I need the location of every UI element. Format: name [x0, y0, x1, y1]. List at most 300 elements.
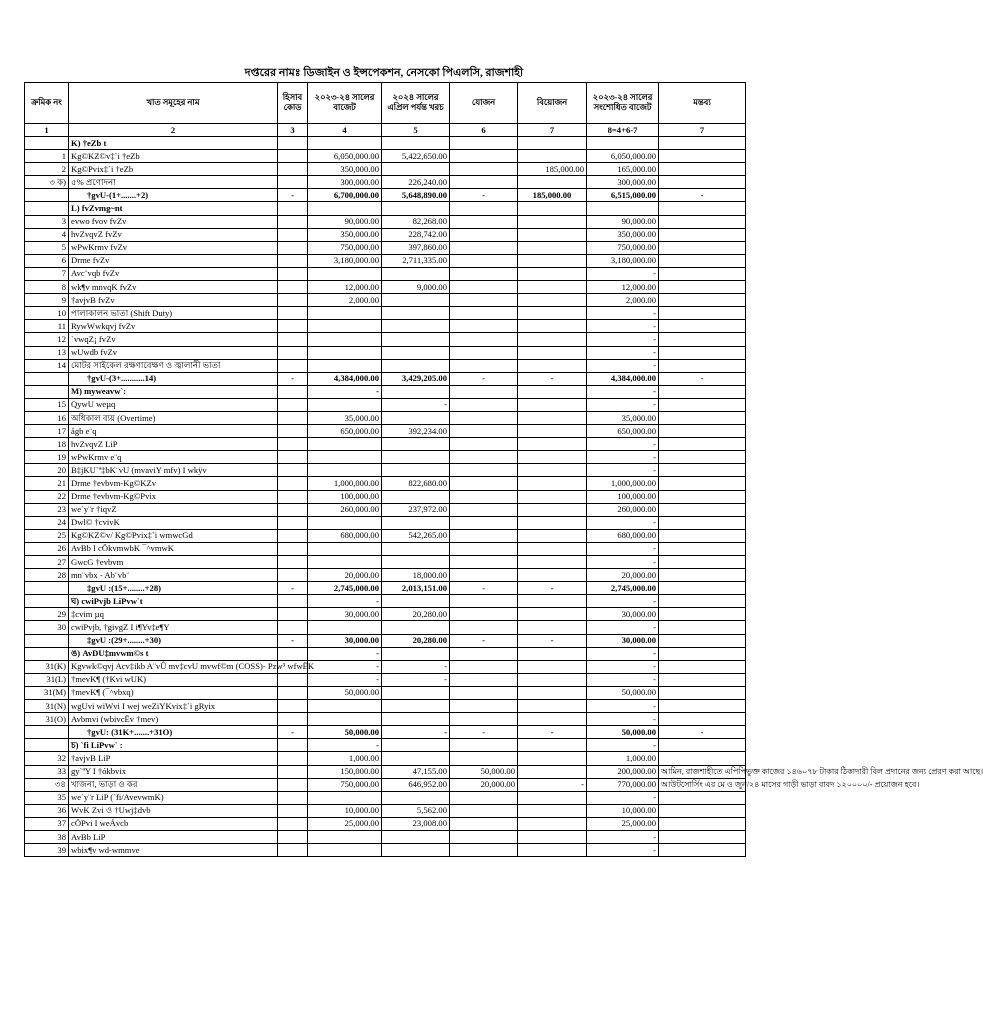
colnum-9: 7	[659, 124, 746, 137]
cell-code	[278, 542, 308, 555]
cell-remark	[659, 804, 746, 817]
cell-remark: -	[659, 372, 746, 385]
table-row	[25, 150, 746, 163]
cell-sl: 8	[25, 281, 69, 294]
cell-sl: 16	[25, 411, 69, 424]
cell-revised: 6,515,000.00	[587, 189, 659, 202]
cell-revised: 3,180,000.00	[587, 254, 659, 267]
cell-revised: -	[587, 438, 659, 451]
cell-code: -	[278, 582, 308, 595]
cell-subtraction	[518, 228, 587, 241]
cell-revised: 1,000.00	[587, 752, 659, 765]
cell-addition	[450, 333, 518, 346]
cell-remark: আমিন, রাজশাহীতে এপিপিভুক্ত কাজের ১৪৬০৭৮ টাকার ঠিকাদারী বিল প্রদানের জন্য প্রেরণ করা আছে।	[659, 765, 746, 778]
table-row	[25, 608, 746, 621]
cell-revised: -	[587, 844, 659, 857]
cell-code	[278, 150, 308, 163]
cell-revised: 6,050,000.00	[587, 150, 659, 163]
cell-revised: -	[587, 307, 659, 320]
cell-budget	[308, 791, 382, 804]
cell-expense	[382, 844, 450, 857]
cell-sl	[25, 372, 69, 385]
cell-sl: 35	[25, 791, 69, 804]
cell-budget: 1,000,000.00	[308, 477, 382, 490]
cell-expense: -	[382, 726, 450, 739]
cell-remark	[659, 647, 746, 660]
cell-addition	[450, 307, 518, 320]
cell-addition	[450, 163, 518, 176]
cell-sl: 27	[25, 556, 69, 569]
cell-remark	[659, 686, 746, 699]
cell-code	[278, 294, 308, 307]
cell-revised: -	[587, 830, 659, 843]
cell-addition	[450, 137, 518, 150]
cell-revised	[587, 202, 659, 215]
cell-head-name: Drme fvZv	[69, 254, 278, 267]
subtotal-row	[25, 726, 746, 739]
cell-revised: 650,000.00	[587, 425, 659, 438]
cell-subtraction	[518, 464, 587, 477]
cell-remark	[659, 346, 746, 359]
cell-budget: 260,000.00	[308, 503, 382, 516]
cell-budget: 350,000.00	[308, 228, 382, 241]
cell-sl	[25, 582, 69, 595]
cell-revised: -	[587, 267, 659, 280]
cell-subtraction	[518, 490, 587, 503]
cell-subtraction	[518, 359, 587, 372]
cell-addition	[450, 451, 518, 464]
cell-remark	[659, 700, 746, 713]
cell-sl: 12	[25, 333, 69, 346]
cell-budget	[308, 398, 382, 411]
section-row	[25, 385, 746, 398]
cell-remark	[659, 673, 746, 686]
cell-expense: -	[382, 398, 450, 411]
header-remark: মন্তব্য	[659, 83, 746, 124]
cell-sl: 13	[25, 346, 69, 359]
cell-remark: আউটসোর্সিং এর মে ও জুন/২৪ মাসের গাড়ী ভাড়া বাবদ ১২০০০০/- প্রয়োজন হবে।	[659, 778, 746, 791]
cell-remark	[659, 529, 746, 542]
table-row	[25, 267, 746, 280]
table-row	[25, 320, 746, 333]
cell-subtraction	[518, 215, 587, 228]
cell-code	[278, 228, 308, 241]
cell-budget: 1,000.00	[308, 752, 382, 765]
cell-remark	[659, 333, 746, 346]
cell-remark	[659, 241, 746, 254]
cell-budget	[308, 621, 382, 634]
cell-head-name: mn¨vbx - Ab¨vb¨	[69, 569, 278, 582]
cell-revised: 770,000.00	[587, 778, 659, 791]
cell-addition	[450, 516, 518, 529]
cell-code	[278, 673, 308, 686]
cell-budget: 150,000.00	[308, 765, 382, 778]
cell-budget	[308, 346, 382, 359]
cell-code	[278, 503, 308, 516]
cell-budget: 90,000.00	[308, 215, 382, 228]
cell-subtraction	[518, 660, 587, 673]
cell-revised: -	[587, 398, 659, 411]
cell-remark	[659, 464, 746, 477]
cell-subtraction	[518, 569, 587, 582]
cell-budget: 2,000.00	[308, 294, 382, 307]
cell-code	[278, 267, 308, 280]
cell-subtraction	[518, 621, 587, 634]
cell-head-name: Avbmvi (wbivcËv †mev)	[69, 713, 278, 726]
cell-subtraction	[518, 398, 587, 411]
cell-subtraction	[518, 254, 587, 267]
cell-head-name: cwiPvjb, †givgZ I i¶Yv‡e¶Y	[69, 621, 278, 634]
cell-addition	[450, 830, 518, 843]
cell-expense: 18,000.00	[382, 569, 450, 582]
cell-code	[278, 713, 308, 726]
cell-expense	[382, 333, 450, 346]
colnum-6: 6	[450, 124, 518, 137]
cell-remark	[659, 752, 746, 765]
table-row	[25, 529, 746, 542]
cell-expense	[382, 137, 450, 150]
cell-expense: 23,008.00	[382, 817, 450, 830]
table-row	[25, 398, 746, 411]
cell-budget: 10,000.00	[308, 804, 382, 817]
cell-expense	[382, 346, 450, 359]
cell-addition: 20,000.00	[450, 778, 518, 791]
cell-addition	[450, 752, 518, 765]
cell-remark	[659, 294, 746, 307]
cell-head-name: ৫% প্রণোদনা	[69, 176, 278, 189]
cell-code	[278, 320, 308, 333]
cell-budget	[308, 516, 382, 529]
cell-budget: 3,180,000.00	[308, 254, 382, 267]
table-row	[25, 556, 746, 569]
cell-expense: 646,952.00	[382, 778, 450, 791]
cell-sl: 26	[25, 542, 69, 555]
cell-addition	[450, 529, 518, 542]
cell-budget: -	[308, 660, 382, 673]
cell-sl: 11	[25, 320, 69, 333]
cell-head-name: K) †eZb t	[69, 137, 278, 150]
subtotal-row	[25, 634, 746, 647]
table-row	[25, 569, 746, 582]
cell-revised: -	[587, 700, 659, 713]
cell-head-name: চ) `fi LiPvw` :	[69, 739, 278, 752]
cell-addition	[450, 673, 518, 686]
cell-head-name: hvZvqvZ fvZv	[69, 228, 278, 241]
cell-remark	[659, 516, 746, 529]
cell-subtraction	[518, 150, 587, 163]
cell-revised: 680,000.00	[587, 529, 659, 542]
cell-expense: 3,429,205.00	[382, 372, 450, 385]
cell-code	[278, 569, 308, 582]
cell-addition	[450, 503, 518, 516]
cell-head-name: Kg©KZ©v‡`i †eZb	[69, 150, 278, 163]
cell-sl: 7	[25, 267, 69, 280]
cell-expense: 392,234.00	[382, 425, 450, 438]
cell-code	[278, 385, 308, 398]
cell-subtraction	[518, 673, 587, 686]
cell-addition	[450, 254, 518, 267]
header-addition: যোজন	[450, 83, 518, 124]
cell-expense	[382, 516, 450, 529]
cell-subtraction	[518, 320, 587, 333]
cell-revised: 260,000.00	[587, 503, 659, 516]
cell-subtraction	[518, 503, 587, 516]
cell-budget	[308, 464, 382, 477]
cell-sl	[25, 726, 69, 739]
cell-addition	[450, 267, 518, 280]
cell-sl	[25, 137, 69, 150]
cell-code	[278, 804, 308, 817]
cell-subtraction	[518, 294, 587, 307]
cell-code	[278, 176, 308, 189]
table-row	[25, 333, 746, 346]
cell-code	[278, 137, 308, 150]
cell-expense	[382, 163, 450, 176]
cell-head-name: Drme †evbvm-Kg©Pvix	[69, 490, 278, 503]
cell-expense	[382, 385, 450, 398]
cell-code	[278, 281, 308, 294]
cell-addition	[450, 228, 518, 241]
cell-budget: -	[308, 385, 382, 398]
cell-addition	[450, 398, 518, 411]
cell-sl: 17	[25, 425, 69, 438]
cell-budget: 2,745,000.00	[308, 582, 382, 595]
cell-code: -	[278, 372, 308, 385]
cell-budget: 300,000.00	[308, 176, 382, 189]
cell-addition	[450, 686, 518, 699]
cell-revised: 30,000.00	[587, 634, 659, 647]
cell-head-name: wgUvi wiWvi I wej weZiYKvix‡`i gRyix	[69, 700, 278, 713]
cell-code	[278, 438, 308, 451]
cell-head-name: wUwdb fvZv	[69, 346, 278, 359]
column-number-row	[25, 124, 746, 137]
cell-head-name: অধিকাল ব্যয় (Overtime)	[69, 411, 278, 424]
cell-code	[278, 477, 308, 490]
cell-subtraction	[518, 529, 587, 542]
header-code: হিসাব কোড	[278, 83, 308, 124]
cell-addition	[450, 477, 518, 490]
cell-budget: -	[308, 673, 382, 686]
cell-sl	[25, 595, 69, 608]
cell-subtraction	[518, 700, 587, 713]
cell-budget: 20,000.00	[308, 569, 382, 582]
cell-addition: -	[450, 372, 518, 385]
cell-expense: 47,155.00	[382, 765, 450, 778]
table-row	[25, 817, 746, 830]
cell-subtraction	[518, 595, 587, 608]
table-row	[25, 713, 746, 726]
cell-head-name: Drme †evbvm-Kg©KZv	[69, 477, 278, 490]
section-row	[25, 739, 746, 752]
table-row	[25, 281, 746, 294]
cell-subtraction: -	[518, 726, 587, 739]
cell-addition	[450, 542, 518, 555]
cell-budget: 650,000.00	[308, 425, 382, 438]
cell-expense	[382, 621, 450, 634]
cell-subtraction	[518, 411, 587, 424]
cell-sl: 31(O)	[25, 713, 69, 726]
cell-addition	[450, 569, 518, 582]
cell-revised: 30,000.00	[587, 608, 659, 621]
cell-revised: -	[587, 621, 659, 634]
cell-subtraction	[518, 713, 587, 726]
cell-revised: 300,000.00	[587, 176, 659, 189]
table-row	[25, 425, 746, 438]
cell-sl: 33	[25, 765, 69, 778]
cell-code	[278, 817, 308, 830]
cell-expense	[382, 451, 450, 464]
cell-revised: 50,000.00	[587, 686, 659, 699]
cell-sl: 29	[25, 608, 69, 621]
subtotal-row	[25, 189, 746, 202]
cell-subtraction	[518, 556, 587, 569]
cell-revised: -	[587, 660, 659, 673]
cell-sl: 14	[25, 359, 69, 372]
cell-addition	[450, 281, 518, 294]
cell-addition: -	[450, 634, 518, 647]
cell-budget	[308, 451, 382, 464]
table-row	[25, 307, 746, 320]
cell-head-name: †gvU-(1+.......+2)	[69, 189, 278, 202]
table-row	[25, 451, 746, 464]
cell-remark	[659, 634, 746, 647]
subtotal-row	[25, 582, 746, 595]
cell-code	[278, 700, 308, 713]
table-row	[25, 686, 746, 699]
cell-subtraction	[518, 516, 587, 529]
colnum-1: 1	[25, 124, 69, 137]
cell-head-name: ঙ) AvDU‡mvwm©s t	[69, 647, 278, 660]
table-row	[25, 176, 746, 189]
cell-head-name: cÖPvi I weÁvcb	[69, 817, 278, 830]
cell-remark	[659, 320, 746, 333]
colnum-5: 5	[382, 124, 450, 137]
cell-sl	[25, 385, 69, 398]
cell-subtraction	[518, 830, 587, 843]
cell-expense	[382, 686, 450, 699]
table-row	[25, 411, 746, 424]
cell-sl: ৩ ক)	[25, 176, 69, 189]
cell-sl: 9	[25, 294, 69, 307]
cell-remark	[659, 503, 746, 516]
cell-budget: 350,000.00	[308, 163, 382, 176]
cell-budget	[308, 844, 382, 857]
cell-expense: 82,268.00	[382, 215, 450, 228]
cell-expense: 822,680.00	[382, 477, 450, 490]
cell-subtraction	[518, 752, 587, 765]
cell-subtraction	[518, 202, 587, 215]
table-row	[25, 464, 746, 477]
cell-head-name: †gvU: (31K+.......+31O)	[69, 726, 278, 739]
cell-subtraction	[518, 241, 587, 254]
cell-code: -	[278, 726, 308, 739]
cell-head-name: পালাকালন ভাতা (Shift Duty)	[69, 307, 278, 320]
cell-remark	[659, 660, 746, 673]
cell-head-name: ‡cvim µq	[69, 608, 278, 621]
cell-code	[278, 529, 308, 542]
section-row	[25, 137, 746, 150]
cell-subtraction	[518, 647, 587, 660]
cell-code: -	[278, 189, 308, 202]
cell-revised: 165,000.00	[587, 163, 659, 176]
cell-subtraction: -	[518, 634, 587, 647]
cell-expense	[382, 556, 450, 569]
cell-addition	[450, 464, 518, 477]
cell-revised: 25,000.00	[587, 817, 659, 830]
cell-code	[278, 516, 308, 529]
cell-code	[278, 686, 308, 699]
cell-revised: -	[587, 516, 659, 529]
cell-budget: 50,000.00	[308, 726, 382, 739]
cell-remark	[659, 844, 746, 857]
cell-budget: 750,000.00	[308, 241, 382, 254]
cell-head-name: wPwKrmv e¨q	[69, 451, 278, 464]
cell-budget: 100,000.00	[308, 490, 382, 503]
cell-budget: 25,000.00	[308, 817, 382, 830]
cell-expense: 237,972.00	[382, 503, 450, 516]
table-row	[25, 503, 746, 516]
table-row	[25, 241, 746, 254]
cell-code	[278, 844, 308, 857]
cell-head-name: মোটর সাইকেল রক্ষণাবেক্ষণ ও জ্বালানী ভাতা	[69, 359, 278, 372]
header-head: খাত সমূহের নাম	[69, 83, 278, 124]
cell-remark	[659, 281, 746, 294]
cell-remark	[659, 569, 746, 582]
cell-expense	[382, 752, 450, 765]
cell-addition	[450, 176, 518, 189]
cell-remark	[659, 830, 746, 843]
cell-revised: -	[587, 346, 659, 359]
cell-remark: -	[659, 726, 746, 739]
cell-head-name: evwo fvov fvZv	[69, 215, 278, 228]
cell-sl	[25, 634, 69, 647]
cell-remark	[659, 621, 746, 634]
cell-subtraction	[518, 804, 587, 817]
cell-revised: -	[587, 647, 659, 660]
cell-revised: -	[587, 464, 659, 477]
cell-sl: 19	[25, 451, 69, 464]
colnum-8: 8=4+6-7	[587, 124, 659, 137]
cell-budget	[308, 307, 382, 320]
table-row	[25, 490, 746, 503]
cell-addition	[450, 621, 518, 634]
cell-revised: 4,384,000.00	[587, 372, 659, 385]
cell-sl: 6	[25, 254, 69, 267]
cell-sl: 30	[25, 621, 69, 634]
table-row	[25, 477, 746, 490]
cell-expense: 20,280.00	[382, 608, 450, 621]
cell-remark	[659, 425, 746, 438]
cell-head-name: †mevK¶ (†Kvi wUK)	[69, 673, 278, 686]
cell-head-name: L) fvZvmg~nt	[69, 202, 278, 215]
table-row	[25, 752, 746, 765]
cell-code	[278, 752, 308, 765]
cell-remark	[659, 202, 746, 215]
table-row	[25, 346, 746, 359]
cell-addition	[450, 320, 518, 333]
cell-remark	[659, 791, 746, 804]
cell-sl: 5	[25, 241, 69, 254]
cell-expense: 5,648,890.00	[382, 189, 450, 202]
cell-remark	[659, 490, 746, 503]
cell-revised: 350,000.00	[587, 228, 659, 241]
budget-table	[24, 82, 983, 857]
cell-addition	[450, 202, 518, 215]
cell-code: -	[278, 634, 308, 647]
cell-expense	[382, 739, 450, 752]
cell-subtraction	[518, 739, 587, 752]
cell-subtraction: 185,000.00	[518, 189, 587, 202]
